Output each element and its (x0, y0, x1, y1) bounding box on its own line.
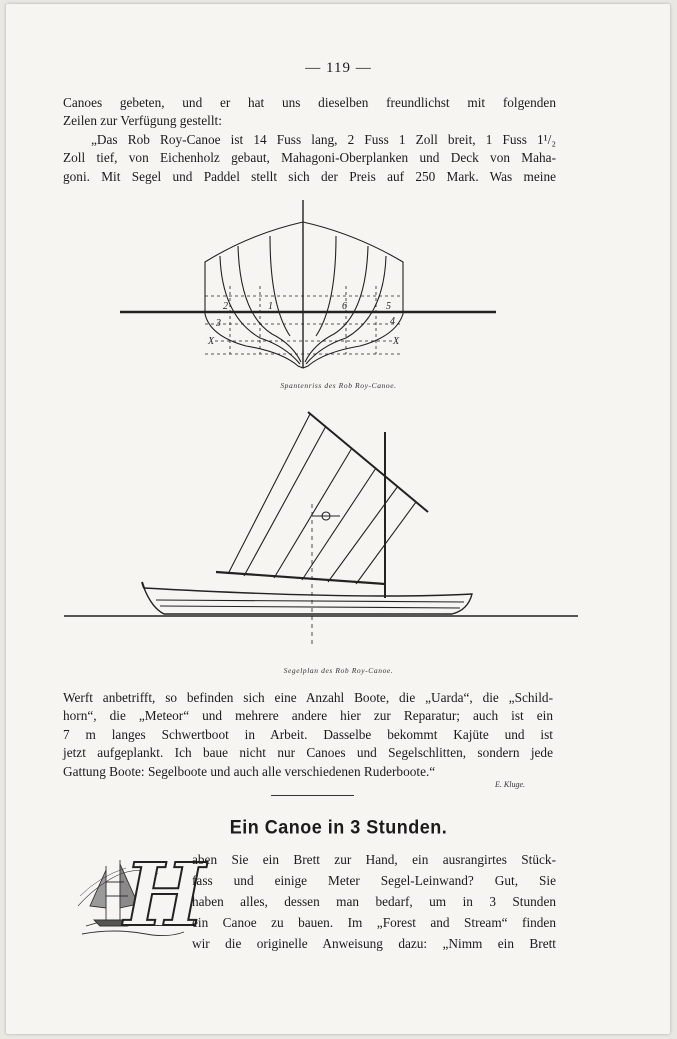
sail-plan-figure (60, 404, 580, 662)
body-paragraph (63, 689, 553, 781)
text-line: jetzt aufgeplankt. Ich baue nicht nur Canoes und Segelschlitten, sondern jede (63, 745, 553, 761)
page-number: — 119 — (305, 60, 372, 76)
text-line: haben alles, dessen man bedarf, um in 3 Stunden (192, 894, 556, 909)
station-label: 1 (268, 301, 273, 312)
text-line: goni. Mit Segel und Paddel stellt sich der Preis auf 250 Mark. Was meine (63, 168, 556, 184)
text-line: Canoes gebeten, und er hat uns dieselben freundlichst mit folgenden (63, 95, 556, 110)
decorated-initial (76, 845, 206, 948)
figure-caption: Segelplan des Rob Roy-Canoe. (283, 666, 394, 675)
section-divider (271, 795, 354, 796)
station-label: X (208, 336, 215, 347)
text-line: horn“, die „Meteor“ und mehrere andere hier zur Reparatur; auch ist ein (63, 708, 553, 724)
text-line: fass und einige Meter Segel-Leinwand? Gut, Sie (192, 873, 556, 888)
text-line: Zeilen zur Verfügung gestellt: (63, 113, 222, 129)
text-line: 7 m langes Schwertboot in Arbeit. Dasselbe bekommt Kajüte und ist (63, 726, 553, 742)
station-label: 2 (223, 301, 228, 312)
text-line: ein Canoe zu bauen. Im „Forest and Stream“ finden (192, 915, 556, 930)
station-label: X (393, 336, 400, 347)
text-line: Werft anbetrifft, so befinden sich eine Anzahl Boote, die „Uarda“, die „Schild- (63, 690, 553, 705)
station-label: 4 (390, 316, 395, 327)
text-line: Zoll tief, von Eichenholz gebaut, Mahagoni-Oberplanken und Deck von Maha- (63, 150, 556, 166)
station-label: 3 (216, 318, 221, 329)
drop-cap-letter: H (124, 845, 206, 946)
text-line: aben Sie ein Brett zur Hand, ein ausrangirtes Stück- (192, 852, 556, 867)
intro-paragraph (63, 94, 556, 186)
text-line: Gattung Boote: Segelboote und auch alle verschiedenen Ruderboote.“ (63, 763, 436, 779)
text-line: „Das Rob Roy-Canoe ist 14 Fuss lang, 2 Fuss 1 Zoll breit, 1 Fuss 1¹/₂ (91, 131, 556, 147)
signature: E. Kluge. (495, 780, 525, 789)
station-label: 5 (386, 301, 391, 312)
section-heading: Ein Canoe in 3 Stunden. (229, 816, 448, 838)
station-label: 6 (342, 301, 347, 312)
figure-caption: Spantenriss des Rob Roy-Canoe. (280, 381, 397, 390)
section-paragraph (192, 849, 556, 954)
hull-section-figure (110, 196, 510, 376)
text-line: wir die originelle Anweisung dazu: „Nimm ein Brett (192, 936, 556, 951)
